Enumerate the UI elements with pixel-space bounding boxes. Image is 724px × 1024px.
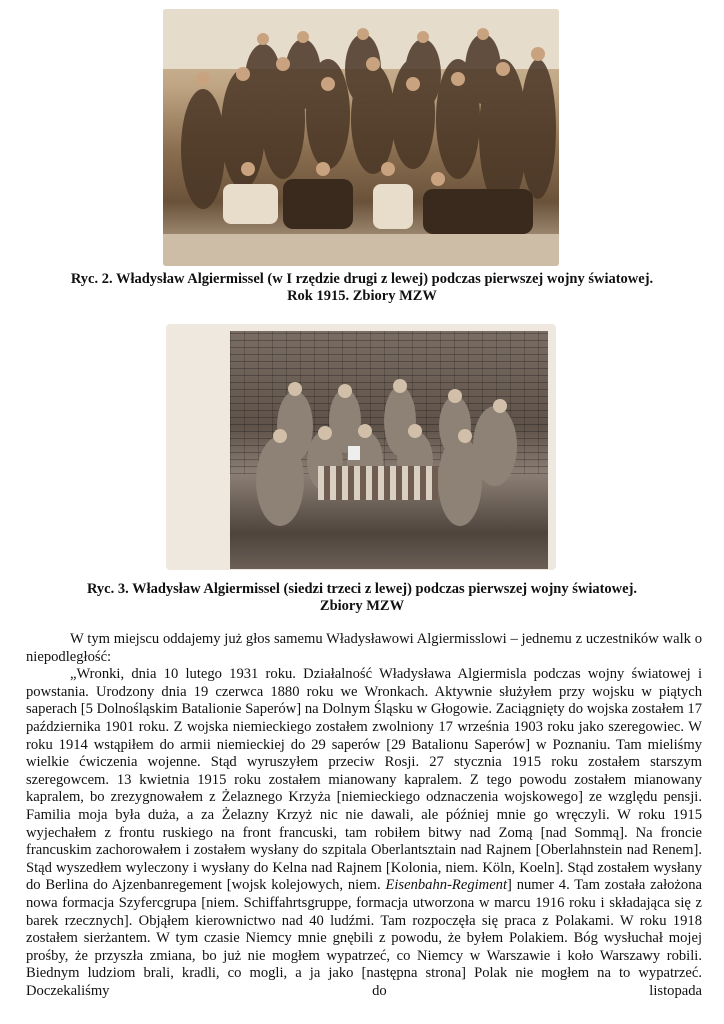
quote-italic-term: Eisenbahn-Regiment <box>385 877 508 894</box>
quote-text-part1: „Wronki, dnia 10 lutego 1931 roku. Działalność Władysława Algiermisla podczas wojny światowej i powstania. Urodzony dnia 19 czerwca 1880 roku we Wronkach. Aktywnie służyłem przy wojsku w piątych saperach [5 Dolnośląskim Batalionie Saperów] na Dolnym Śląsku w Głogowie. Zaciągnięty do wojska zostałem 17 października 1901 roku. Z wojska niemieckiego zostałem zwolniony 17 września 1903 roku jako szeregowiec. W roku 1914 wstąpiłem do armii niemieckiej do 29 saperów [29 Batalionu Saperów] w Poznaniu. Tam mieliśmy wielkie ćwiczenia wojenne. Stąd wyruszyłem przeciw Rosji. 27 stycznia 1915 roku zostałem starszym szeregowcem. 13 kwietnia 1915 roku zostałem mianowany kapralem. Z tego powodu zostałem mianowany kapralem, bo zrezygnowałem z Żelaznego Krzyża [niemieckiego odznaczenia wojskowego] ze względu pensji. Familia moja była duża, a za Żelazny Krzyż nic nie dawali, ale później mnie go wręczyli. W roku 1915 wyjechałem z frontu ruskiego na front francuski, tam robiłem bitwy nad Zomą [nad Sommą]. Na froncie francuskim zachorowałem i zostałem wysłany do szpitala Oberlantsztain nad Rajnem [Oberlahnstein nad Renem]. Stąd wyszedłem wyleczony i wysłany do Kelna nad Rajnem [Kolonia, niem. Köln, Koeln]. Stąd zostałem wysłany do Berlina do Ajzenbanregement [wojsk kolejowych, niem. <box>26 666 702 894</box>
article-body <box>26 631 702 1000</box>
figure-3-caption-line1: Ryc. 3. Władysław Algiermissel (siedzi trzeci z lewej) podczas pierwszej wojny światowej. <box>86 581 638 597</box>
group-photo-illustration <box>163 9 559 266</box>
figure-2-photo <box>163 9 559 266</box>
figure-2-caption-line1: Ryc. 2. Władysław Algiermissel (w I rzędzie drugi z lewej) podczas pierwszej wojny światowej. <box>70 271 654 287</box>
figure-2-caption <box>0 271 724 305</box>
quote-text-part2: ] numer 4. Tam została założona nowa formacja Szyfercgrupa [niem. Schiffahrtsgruppe, formacja utworzona w marcu 1916 roku i składająca się z barek rzecznych]. Objąłem kierownictwo nad 40 ludźmi. Tam rozpoczęła się praca z Polakami. W roku 1918 zostałem sierżantem. W tym czasie Niemcy mnie gnębili z powodu, że byłem Polakiem. Bóg wysłuchał mojej prośby, że przyszła zmiana, bo już nie mogłem wypatrzeć, co Niemcy w Warszawie i koło Warszawy robili. Biednym ludziom brali, kradli, co mogli, a ja jako [następna strona] Polak nie mogłem na to wypatrzeć. Doczekaliśmy do listopada <box>26 877 702 999</box>
intro-paragraph: W tym miejscu oddajemy już głos samemu Władysławowi Algiermisslowi – jednemu z uczestników walk o niepodległość: <box>26 631 702 665</box>
figure-3-caption <box>0 581 724 615</box>
striped-tablecloth <box>318 466 438 500</box>
figure-2-caption-line2: Rok 1915. Zbiory MZW <box>287 288 437 304</box>
quote-paragraph <box>26 666 702 1000</box>
figure-3-caption-line2: Zbiory MZW <box>319 598 405 614</box>
figure-3-photo <box>166 324 556 570</box>
soldiers-table-illustration <box>230 331 548 569</box>
photo-image-area <box>230 331 548 569</box>
